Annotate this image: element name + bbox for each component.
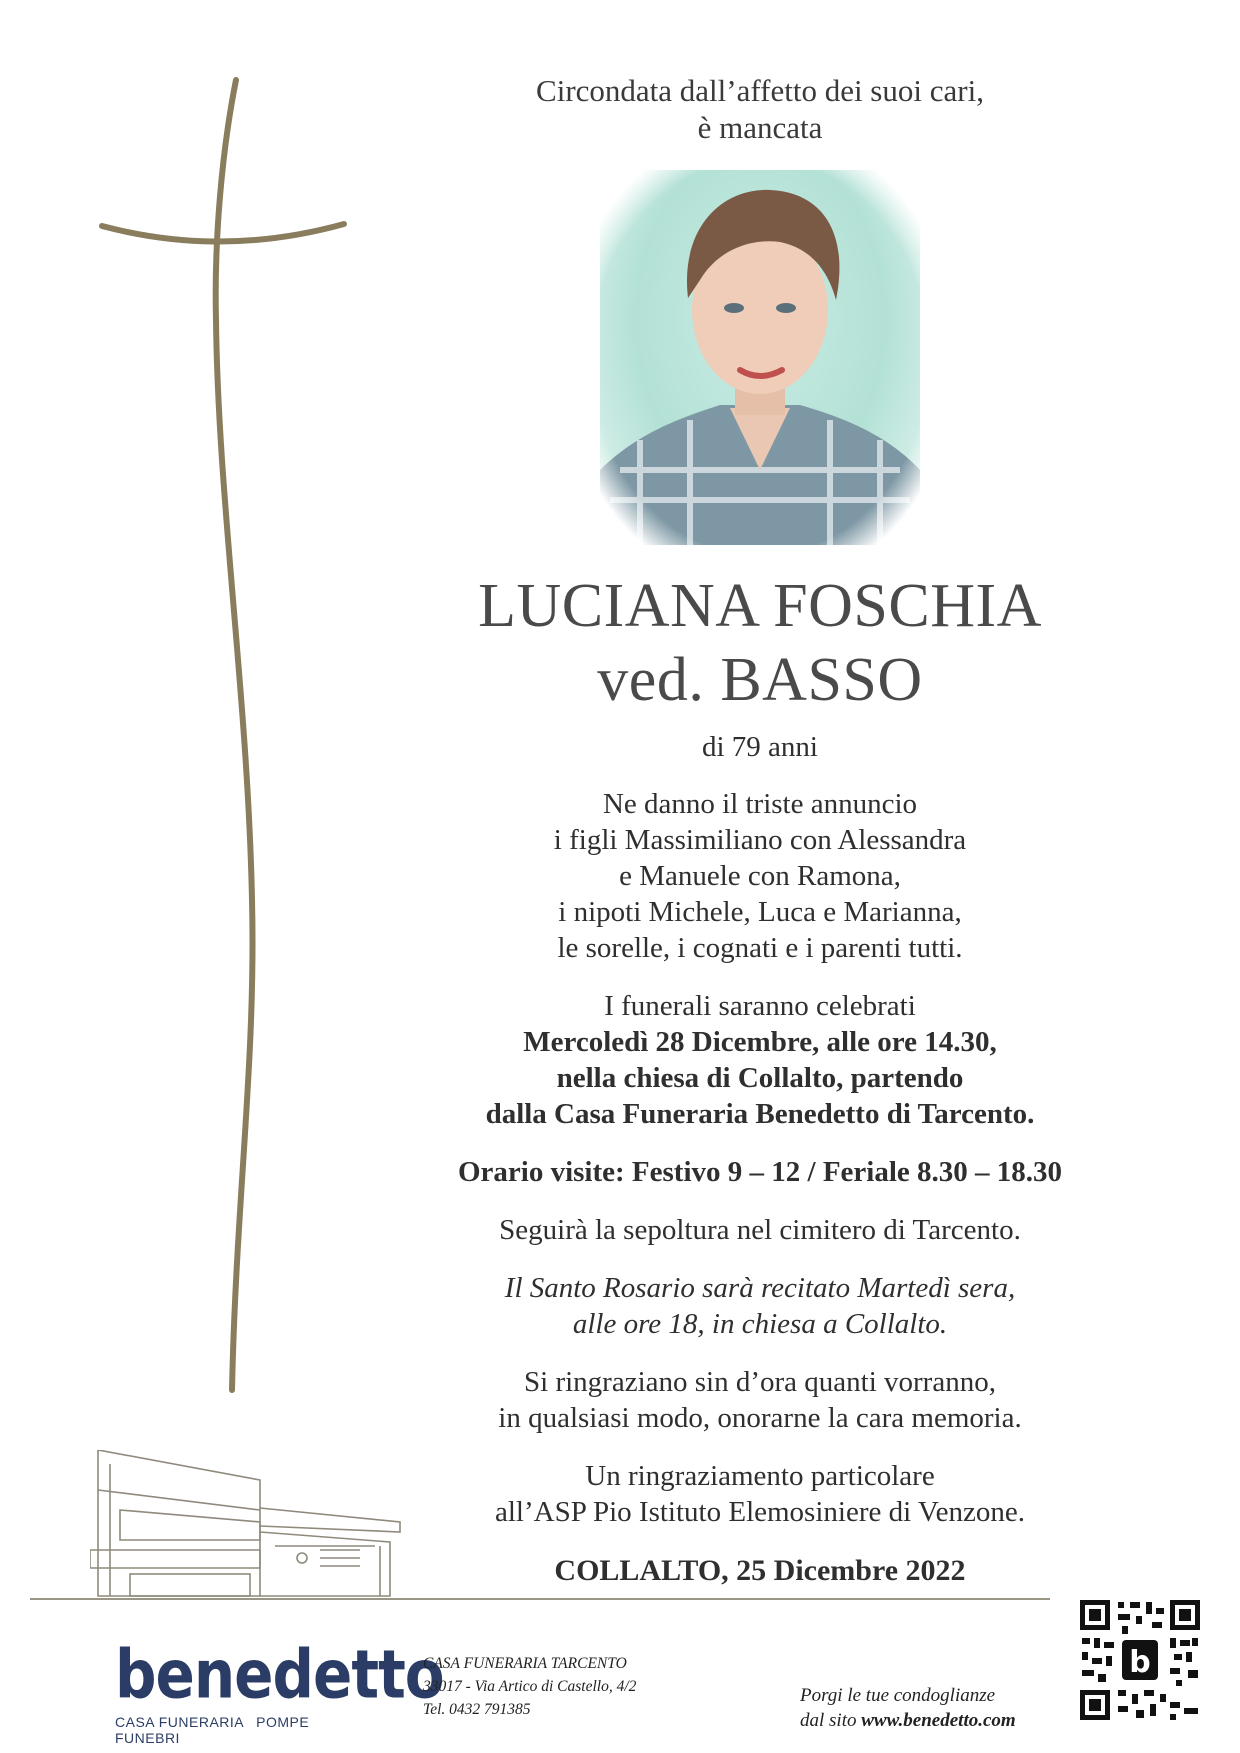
- condolences-link[interactable]: www.benedetto.com: [861, 1710, 1016, 1731]
- funeral-home-address: [423, 1652, 636, 1721]
- condolences-prefix: dal sito: [800, 1710, 862, 1731]
- logo-subtitle-2: POMPE FUNEBRI: [115, 1714, 310, 1746]
- logo-subtitle: [115, 1714, 375, 1746]
- cross-icon: [0, 0, 360, 1420]
- thanks-paragraph: [420, 1364, 1100, 1436]
- burial-text: Seguirà la sepoltura nel cimitero di Tarcento.: [499, 1214, 1021, 1246]
- deceased-name: [420, 569, 1100, 717]
- qr-code-icon[interactable]: [1078, 1598, 1202, 1722]
- logo-subtitle-1: CASA FUNERARIA: [115, 1714, 245, 1730]
- address-line: CASA FUNERARIA TARCENTO: [423, 1655, 627, 1672]
- special-thanks-paragraph: [420, 1458, 1100, 1530]
- address-line: 33017 - Via Artico di Castello, 4/2: [423, 1678, 637, 1695]
- address-line: Tel. 0432 791385: [423, 1701, 531, 1718]
- condolences-text: [800, 1683, 1016, 1733]
- place-date: COLLALTO, 25 Dicembre 2022: [554, 1554, 966, 1587]
- funeral-paragraph: [420, 988, 1100, 1132]
- visiting-hours: Orario visite: Festivo 9 – 12 / Feriale 8.30 – 18.30: [457, 1156, 1063, 1188]
- rosary-paragraph: [420, 1270, 1100, 1342]
- funeral-intro: I funerali saranno celebrati: [604, 990, 916, 1022]
- condolences-line-1: Porgi le tue condoglianze: [800, 1685, 996, 1706]
- age-text: di 79 anni: [702, 731, 818, 763]
- name-line-2: ved. BASSO: [597, 646, 923, 714]
- announcement-line: Ne danno il triste annuncio: [602, 788, 918, 820]
- funeral-detail: Mercoledì 28 Dicembre, alle ore 14.30,: [523, 1026, 997, 1058]
- portrait-photo: [600, 170, 920, 545]
- obituary-body: [420, 72, 1100, 1588]
- announcement-line: i figli Massimiliano con Alessandra: [553, 824, 967, 856]
- announcement-line: i nipoti Michele, Luca e Marianna,: [558, 896, 962, 928]
- portrait-illustration: [600, 170, 920, 545]
- qr-center-letter: b: [1129, 1645, 1151, 1680]
- special-thanks-line: Un ringraziamento particolare: [585, 1460, 935, 1492]
- announcement-paragraph: [420, 786, 1100, 966]
- benedetto-logo: [115, 1635, 444, 1746]
- thanks-line: in qualsiasi modo, onorarne la cara memoria.: [498, 1402, 1022, 1434]
- rosary-line: Il Santo Rosario sarà recitato Martedì sera,: [504, 1272, 1016, 1304]
- announcement-line: e Manuele con Ramona,: [619, 860, 901, 892]
- condolences-line-2: [800, 1708, 1016, 1733]
- announcement-line: le sorelle, i cognati e i parenti tutti.: [557, 932, 963, 964]
- special-thanks-line: all’ASP Pio Istituto Elemosiniere di Venzone.: [494, 1496, 1025, 1528]
- thanks-line: Si ringraziano sin d’ora quanti vorranno,: [524, 1366, 996, 1398]
- logo-wordmark: benedetto: [115, 1635, 444, 1714]
- intro-text: [420, 72, 1100, 146]
- funeral-detail: nella chiesa di Collalto, partendo: [556, 1062, 964, 1094]
- funeral-home-building-icon: [90, 1450, 410, 1600]
- intro-line-1: Circondata dall’affetto dei suoi cari,: [536, 73, 984, 108]
- intro-line-2: è mancata: [697, 110, 823, 145]
- footer-divider: [30, 1598, 1050, 1600]
- rosary-line: alle ore 18, in chiesa a Collalto.: [572, 1308, 948, 1340]
- name-line-1: LUCIANA FOSCHIA: [478, 572, 1042, 640]
- funeral-detail: dalla Casa Funeraria Benedetto di Tarcento.: [485, 1098, 1035, 1130]
